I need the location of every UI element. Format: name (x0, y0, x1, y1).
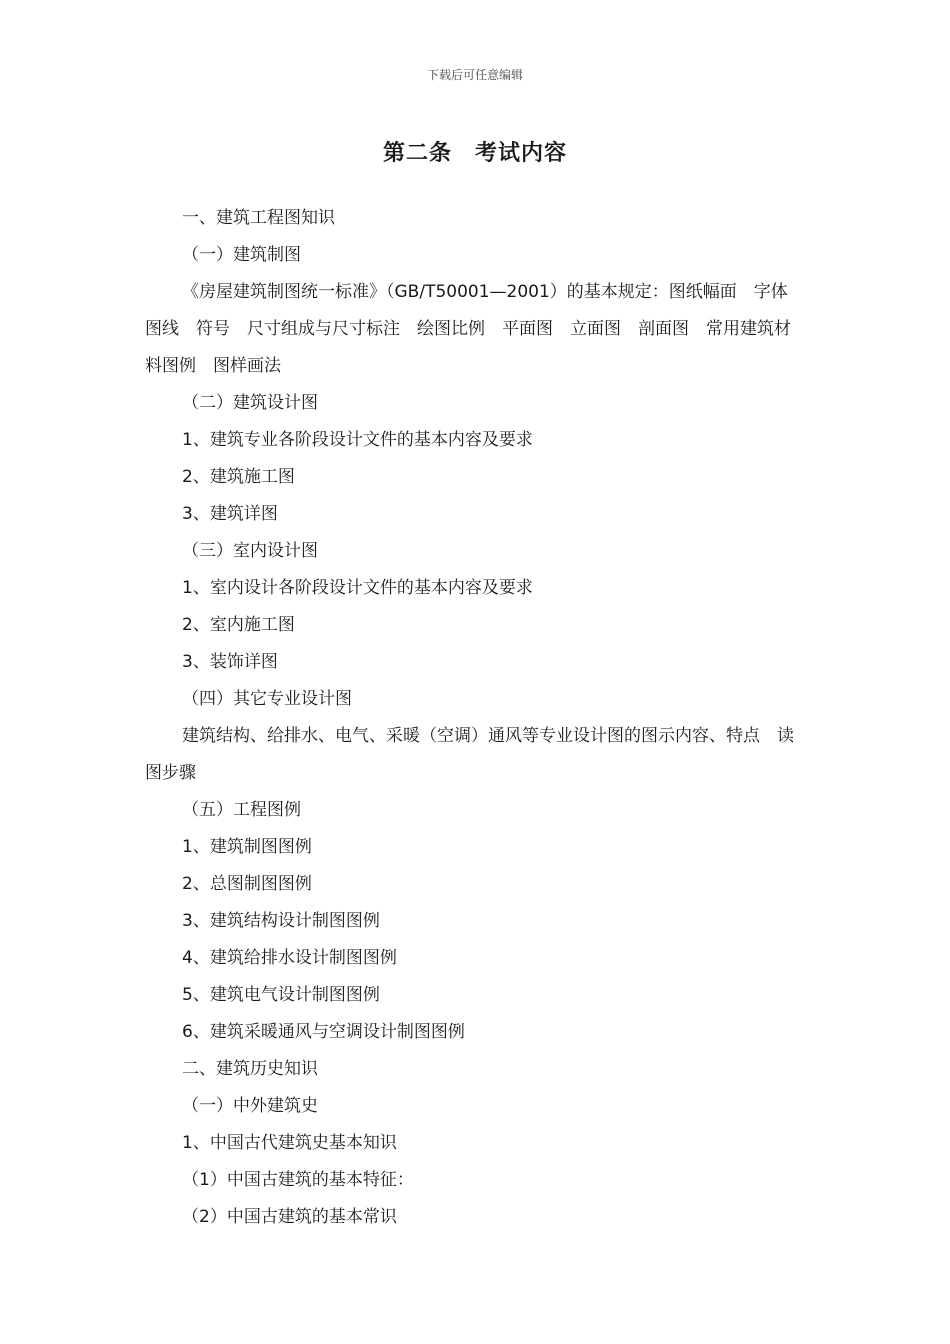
paragraph-line: 《房屋建筑制图统一标准》（GB/T50001—2001）的基本规定：图纸幅面 字体 图线 符号 尺寸组成与尺寸标注 绘图比例 平面图 立面图 剖面图 常用建筑材料图例 图样画法 (145, 282, 822, 376)
paragraph-line: 6、建筑采暖通风与空调设计制图图例 (182, 1022, 465, 1042)
paragraph-line: （一）中外建筑史 (182, 1096, 318, 1116)
paragraph-line: （三）室内设计图 (182, 541, 318, 561)
section-title: 第二条 考试内容 (382, 141, 567, 166)
paragraph-line: 4、建筑给排水设计制图图例 (182, 948, 397, 968)
paragraph-line: 2、室内施工图 (182, 615, 295, 635)
paragraph-line: 3、装饰详图 (182, 652, 278, 672)
paragraph-line: （2）中国古建筑的基本常识 (182, 1207, 397, 1227)
paragraph-line: 3、建筑详图 (182, 504, 278, 524)
document-body (145, 200, 822, 1236)
paragraph-line: 一、建筑工程图知识 (182, 208, 335, 228)
paragraph-line: 5、建筑电气设计制图图例 (182, 985, 380, 1005)
paragraph-line: （一）建筑制图 (182, 245, 301, 265)
page-header: 下载后可任意编辑 (426, 68, 523, 82)
paragraph-line: 建筑结构、给排水、电气、采暖（空调）通风等专业设计图的图示内容、特点 读图步骤 (145, 726, 794, 783)
paragraph-line: 二、建筑历史知识 (182, 1059, 318, 1079)
paragraph-line: 2、总图制图图例 (182, 874, 312, 894)
paragraph-line: 1、室内设计各阶段设计文件的基本内容及要求 (182, 578, 533, 598)
paragraph-line: （1）中国古建筑的基本特征： (182, 1170, 414, 1190)
paragraph-line: （五）工程图例 (182, 800, 301, 820)
paragraph-line: 3、建筑结构设计制图图例 (182, 911, 380, 931)
paragraph-line: 2、建筑施工图 (182, 467, 295, 487)
paragraph-line: （四）其它专业设计图 (182, 689, 352, 709)
paragraph-line: 1、中国古代建筑史基本知识 (182, 1133, 397, 1153)
paragraph-line: 1、建筑制图图例 (182, 837, 312, 857)
paragraph-line: 1、建筑专业各阶段设计文件的基本内容及要求 (182, 430, 533, 450)
paragraph-line: （二）建筑设计图 (182, 393, 318, 413)
